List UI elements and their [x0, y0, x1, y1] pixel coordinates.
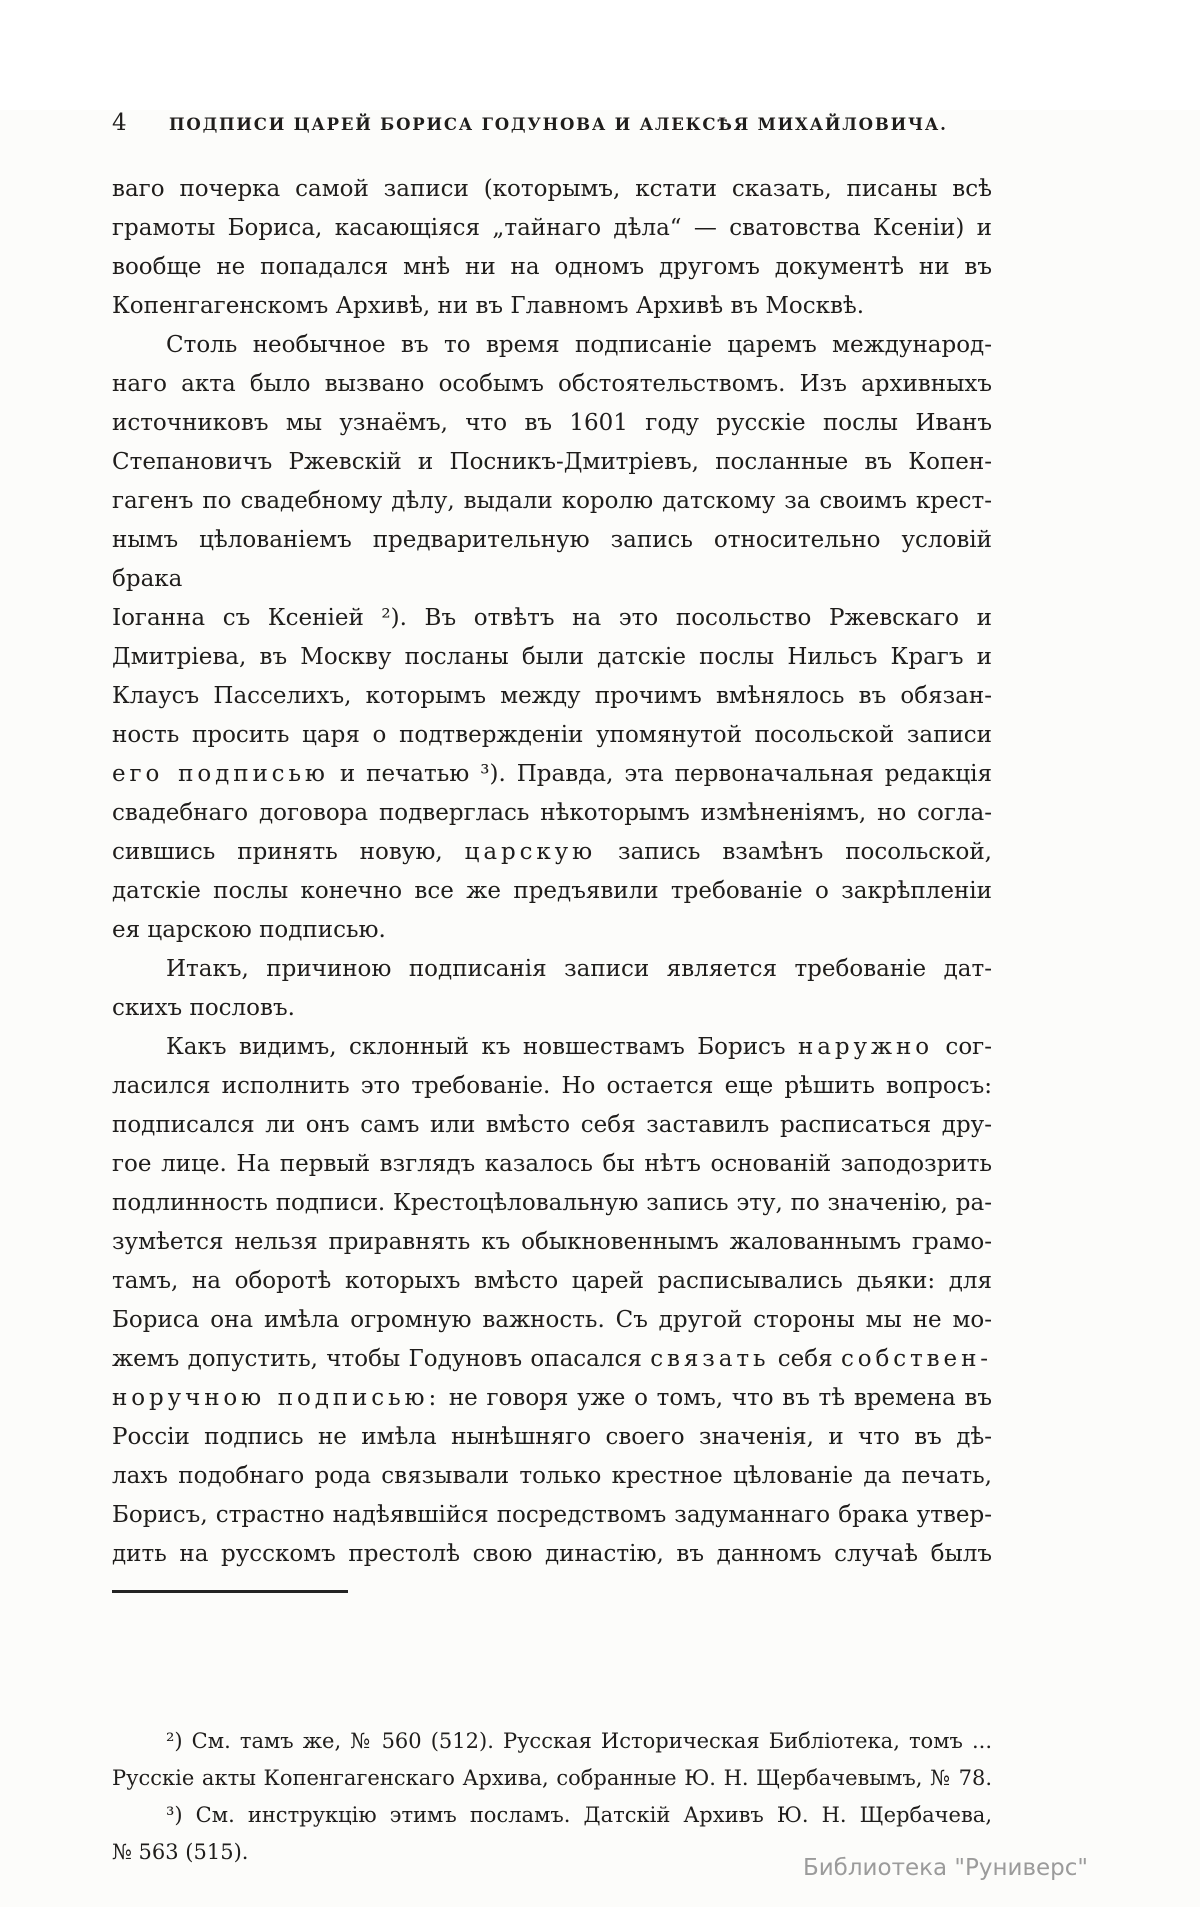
footnote-separator-rule [112, 1590, 348, 1593]
text-line: грамоты Бориса, касающіяся „тайнаго дѣла“ — сватовства Ксеніи) и [112, 215, 992, 241]
text-line [112, 1028, 992, 1067]
text-line: гагенъ по свадебному дѣлу, выдали королю датскому за своимъ крест- [112, 488, 992, 514]
paragraph [112, 170, 992, 326]
text-segment: сившись принять новую, [112, 839, 465, 865]
text-line: Дмитріева, въ Москву посланы были датскіе послы Нильсъ Крагъ и [112, 644, 992, 670]
text-segment: и печатью ³). Правда, эта первоначальная редакція [328, 761, 992, 787]
text-line: ея царскою подписью. [112, 917, 386, 943]
text-line: вообще не попадался мнѣ ни на одномъ другомъ документѣ ни въ [112, 254, 992, 280]
paragraph [112, 1028, 992, 1574]
body-text [112, 170, 992, 1574]
text-line: наго акта было вызвано особымъ обстоятельствомъ. Изъ архивныхъ [112, 371, 992, 397]
text-segment: сог- [933, 1034, 992, 1060]
paragraph [112, 326, 992, 950]
text-line: ³) См. инструкцію этимъ посламъ. Датскій Архивъ Ю. Н. Щербачева, [166, 1803, 992, 1827]
text-line: Итакъ, причиною подписанія записи является требованіе дат- [166, 956, 992, 982]
text-segment: не говоря уже о томъ, что въ тѣ времена въ [440, 1385, 992, 1411]
emphasized-text: связать [650, 1346, 770, 1372]
text-line: Русскіе акты Копенгагенскаго Архива, собранные Ю. Н. Щербачевымъ, № 78. [112, 1766, 992, 1790]
text-line: Борисъ, страстно надѣявшійся посредствомъ задуманнаго брака утвер- [112, 1502, 992, 1528]
text-line: зумѣется нельзя приравнять къ обыкновеннымъ жалованнымъ грамо- [112, 1229, 992, 1255]
text-line: Степановичъ Ржевскій и Посникъ-Дмитріевъ, посланные въ Копен- [112, 449, 992, 475]
text-line: Столь необычное въ то время подписаніе царемъ международ- [166, 332, 992, 358]
text-line: скихъ пословъ. [112, 995, 295, 1021]
text-segment: запись взамѣнъ посольской, [596, 839, 992, 865]
emphasized-text: царскую [464, 839, 597, 865]
text-line: Бориса она имѣла огромную важность. Съ другой стороны мы не мо- [112, 1307, 992, 1333]
page-header [112, 110, 990, 136]
text-line: источниковъ мы узнаёмъ, что въ 1601 году русскіе послы Иванъ [112, 410, 992, 436]
text-line: нымъ цѣлованіемъ предварительную запись относительно условій брака [112, 527, 992, 592]
text-line: Клаусъ Пасселихъ, которымъ между прочимъ вмѣнялось въ обязан- [112, 683, 992, 709]
text-line: лахъ подобнаго рода связывали только крестное цѣлованіе да печать, [112, 1463, 992, 1489]
text-line: ность просить царя о подтвержденіи упомянутой посольской записи [112, 722, 992, 748]
emphasized-text: собствен- [840, 1346, 992, 1372]
running-title: ПОДПИСИ ЦАРЕЙ БОРИСА ГОДУНОВА И АЛЕКСѢЯ МИХАЙЛОВИЧА. [169, 115, 948, 134]
text-line: Іоганна съ Ксеніей ²). Въ отвѣтъ на это посольство Ржевскаго и [112, 605, 992, 631]
text-line [112, 1379, 992, 1418]
text-line: дить на русскомъ престолѣ свою династію, въ данномъ случаѣ былъ [112, 1541, 992, 1567]
text-segment: жемъ допустить, чтобы Годуновъ опасался [112, 1346, 651, 1372]
emphasized-text: норучною подписью: [112, 1385, 441, 1411]
emphasized-text: его подписью [112, 761, 329, 787]
text-line: свадебнаго договора подверглась нѣкоторымъ измѣненіямъ, но согла- [112, 800, 992, 826]
text-line: тамъ, на оборотѣ которыхъ вмѣсто царей расписывались дьяки: для [112, 1268, 992, 1294]
text-line [112, 833, 992, 872]
text-segment: себя [769, 1346, 841, 1372]
page-number: 4 [112, 110, 127, 136]
emphasized-text: наружно [797, 1034, 933, 1060]
library-watermark: Библиотека "Руниверс" [802, 1855, 1088, 1881]
text-line: датскіе послы конечно все же предъявили требованіе о закрѣпленіи [112, 878, 992, 904]
text-line: ласился исполнить это требованіе. Но остается еще рѣшить вопросъ: [112, 1073, 992, 1099]
footnotes [112, 1723, 992, 1871]
text-line: № 563 (515). [112, 1840, 249, 1864]
text-line [112, 755, 992, 794]
text-line: ваго почерка самой записи (которымъ, кстати сказать, писаны всѣ [112, 176, 992, 202]
text-line: гое лице. На первый взглядъ казалось бы нѣтъ основаній заподозрить [112, 1151, 992, 1177]
paragraph [112, 950, 992, 1028]
text-line [112, 1340, 992, 1379]
text-line: подлинность подписи. Крестоцѣловальную запись эту, по значенію, ра- [112, 1190, 992, 1216]
text-line: подписался ли онъ самъ или вмѣсто себя заставилъ расписаться дру- [112, 1112, 992, 1138]
text-line: ²) См. тамъ же, № 560 (512). Русская Историческая Библіотека, томъ ... [166, 1729, 992, 1753]
scanned-book-page [0, 110, 1200, 1907]
text-segment: Какъ видимъ, склонный къ новшествамъ Борисъ [166, 1034, 798, 1060]
text-line: Копенгагенскомъ Архивѣ, ни въ Главномъ Архивѣ въ Москвѣ. [112, 293, 865, 319]
text-line: Россіи подпись не имѣла нынѣшняго своего значенія, и что въ дѣ- [112, 1424, 992, 1450]
